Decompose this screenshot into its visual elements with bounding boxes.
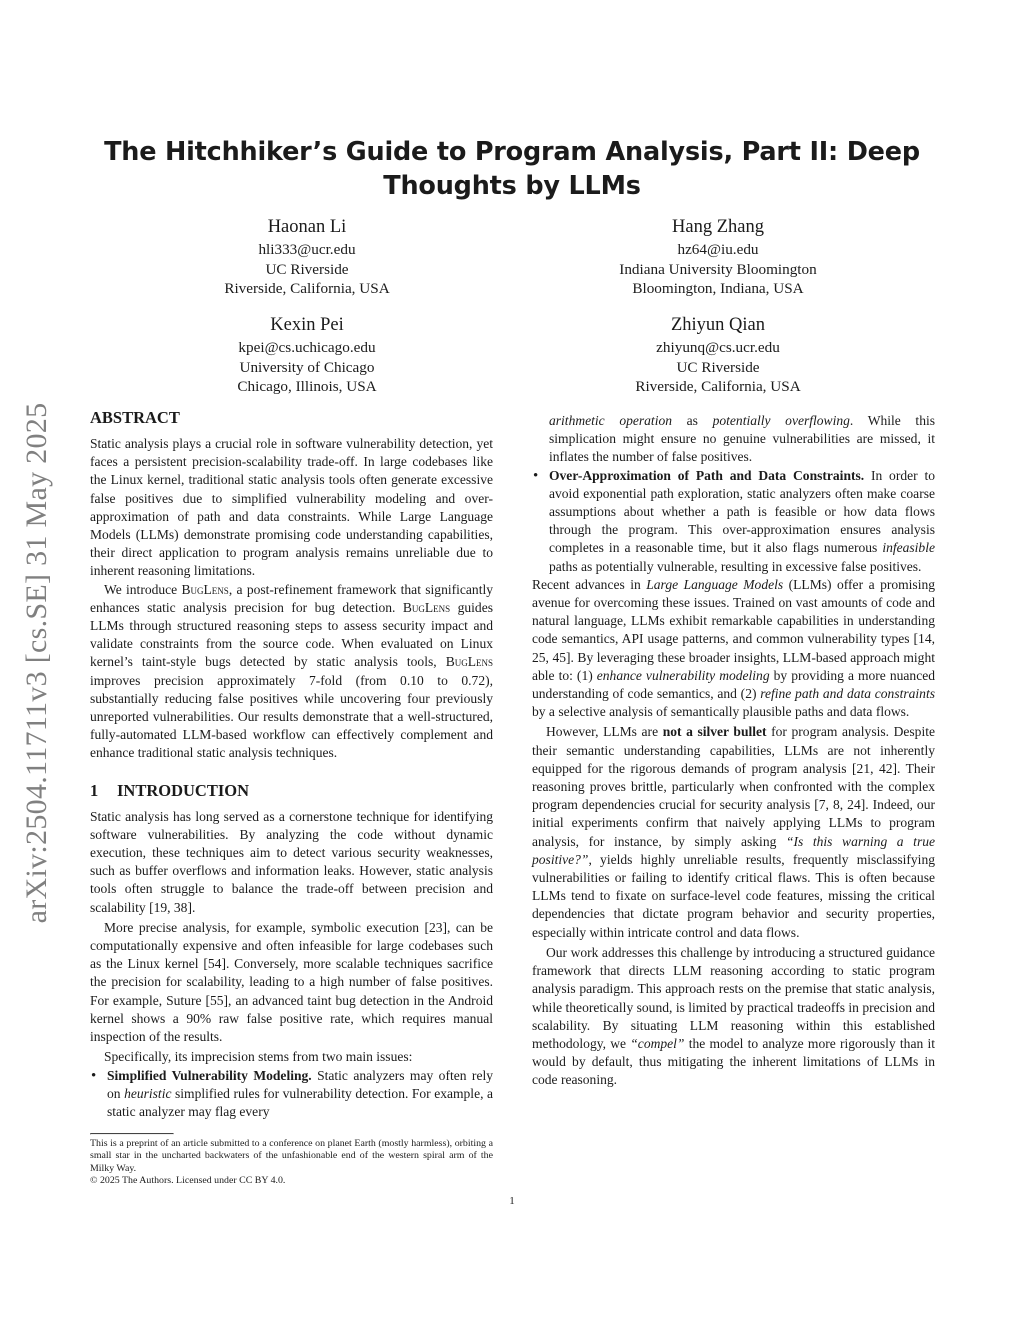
footnote-text: This is a preprint of an article submitted to a conference on planet Earth (mostly harmless), orbiting a small star in the uncharted backwaters of the unfashionable end of the western spiral arm of the Milky Way.	[90, 1138, 493, 1174]
right-column	[532, 412, 935, 1090]
page-number: 1	[509, 1195, 515, 1207]
abstract-heading: ABSTRACT	[90, 408, 180, 427]
author-name: Haonan Li	[267, 217, 347, 237]
footnote	[90, 1133, 493, 1188]
author-name: Zhiyun Qian	[670, 315, 766, 335]
author-location: Bloomington, Indiana, USA	[632, 280, 804, 298]
bullet-continuation: arithmetic operation as potentially overflowing. While this simplication might ensure no genuine vulnerabilities are missed, it inflates the number of false positives.	[549, 413, 936, 465]
body-paragraph: Our work addresses this challenge by introducing a structured guidance framework that directs LLM reasoning according to static program analysis paradigm. This approach rests on the premise that static analysis, while theoretically sound, is limited by practical tradeoffs in precision and scalability. By situating LLM reasoning within this established methodology, we “compel” the model to analyze more rigorously than it would by default, thus mitigating the inherent limitations of LLMs in code reasoning.	[532, 944, 935, 1088]
section-heading: 1 INTRODUCTION	[90, 780, 250, 800]
author-email: hli333@ucr.edu	[258, 241, 356, 258]
bullet-item: • Over-Approximation of Path and Data Constraints. In order to avoid exponential path exploration, static analyzers often make coarse assumptions about whether a path is feasible or how data flows through the program. This over-approximation ensures analysis completes in a reasonable time, but it also flags numerous infeasible paths as potentially vulnerable, resulting in excessive false positives.	[532, 467, 935, 576]
author-block	[568, 313, 868, 397]
author-name: Hang Zhang	[672, 217, 764, 237]
author-affiliation: UC Riverside	[265, 260, 349, 278]
arxiv-sidebar	[12, 368, 62, 958]
author-affiliation: UC Riverside	[676, 358, 760, 376]
author-email: zhiyunq@cs.ucr.edu	[656, 339, 780, 356]
author-name: Kexin Pei	[270, 315, 344, 335]
author-affiliation: Indiana University Bloomington	[619, 260, 817, 278]
abstract-paragraph: Static analysis plays a crucial role in software vulnerability detection, yet faces a persistent precision-scalability trade-off. In large codebases like the Linux kernel, traditional static analysis tools often generate excessive false positives due to simplified vulnerability modeling and over-approximation of path and data constraints. While Large Language Models (LLMs) demonstrate promising code understanding capabilities, their direct application to program analysis remains unreliable due to inherent reasoning limitations.	[90, 436, 493, 579]
author-location: Riverside, California, USA	[635, 378, 801, 396]
author-email: hz64@iu.edu	[677, 241, 759, 258]
arxiv-identifier: arXiv:2504.11711v3 [cs.SE] 31 May 2025	[20, 402, 53, 924]
copyright-notice: © 2025 The Authors. Licensed under CC BY 4.0.	[90, 1175, 286, 1187]
body-paragraph: However, LLMs are not a silver bullet for program analysis. Despite their semantic understanding capabilities, LLMs are not inherently equipped for the rigorous demands of program analysis [21, 42]. Their reasoning proves brittle, particularly when confronted with the complex program dependencies crucial for security analysis [7, 8, 24]. Indeed, our initial experiments confirm that naively applying LLMs to program analysis, for instance, by simply asking “Is this warning a true positive?”, yields highly unreliable results, frequently misclassifying vulnerabilities or failing to identify critical flaws. This is often because LLMs tend to fixate on surface-level code features, missing the critical dependencies that dictate program behavior and security properties, especially within intricate control and data flows.	[532, 724, 935, 940]
author-location: Chicago, Illinois, USA	[237, 378, 377, 396]
body-paragraph: Recent advances in Large Language Models (LLMs) offer a promising avenue for overcoming these issues. Trained on vast amounts of code and natural language, LLMs exhibit remarkable capabilities in understanding code semantics, API usage patterns, and common vulnerability types [14, 25, 45]. By leveraging these broader insights, LLM-based approach might able to: (1) enhance vulnerability modeling by providing a more nuanced understanding of code semantics, and (2) refine path and data constraints by a selective analysis of semantically plausible paths and data flows.	[532, 576, 936, 720]
paper-title: The Hitchhiker’s Guide to Program Analysis, Part II: Deep Thoughts by LLMs	[104, 137, 920, 201]
body-paragraph: Static analysis has long served as a cornerstone technique for identifying software vulnerabilities. By analyzing the code without dynamic execution, these techniques aim to detect various security weaknesses, such as buffer overflows and information leaks. However, static analysis tools often struggle to balance the trade-off between precision and scalability [19, 38].	[90, 808, 493, 915]
bullet-item: • Simplified Vulnerability Modeling. Static analyzers may often rely on heuristic simplified rules for vulnerability detection. For example, a static analyzer may flag every	[90, 1067, 493, 1122]
author-block	[157, 215, 457, 299]
body-paragraph: Specifically, its imprecision stems from two main issues:	[104, 1049, 413, 1065]
author-affiliation: University of Chicago	[239, 358, 375, 376]
abstract-paragraph: We introduce BugLens, a post-refinement framework that significantly enhances static analysis precision for bug detection. BugLens guides LLMs through structured reasoning steps to assess security impact and validate constraints from the source code. When evaluated on Linux kernel’s taint-style bugs detected by static analysis tools, BugLens improves precision approximately 7-fold (from 0.10 to 0.72), substantially reducing false positives while uncovering four previously unreported vulnerabilities. Our results demonstrate that a well-structured, fully-automated LLM-based workflow can effectively complement and enhance traditional static analysis techniques.	[90, 581, 493, 761]
author-block	[568, 215, 868, 299]
author-block	[157, 313, 457, 397]
author-location: Riverside, California, USA	[224, 280, 390, 298]
author-email: kpei@cs.uchicago.edu	[238, 339, 376, 356]
body-paragraph: More precise analysis, for example, symbolic execution [23], can be computationally expensive and often infeasible for large codebases such as the Linux kernel [54]. Conversely, more scalable techniques sacrifice the precision for scalability, leading to a high number of false positives. For example, Suture [55], an advanced taint bug detection in the Android kernel shows a 90% raw false positive rate, which requires manual inspection of the results.	[90, 919, 493, 1045]
left-column	[90, 408, 493, 1121]
footnote-rule	[90, 1133, 174, 1135]
